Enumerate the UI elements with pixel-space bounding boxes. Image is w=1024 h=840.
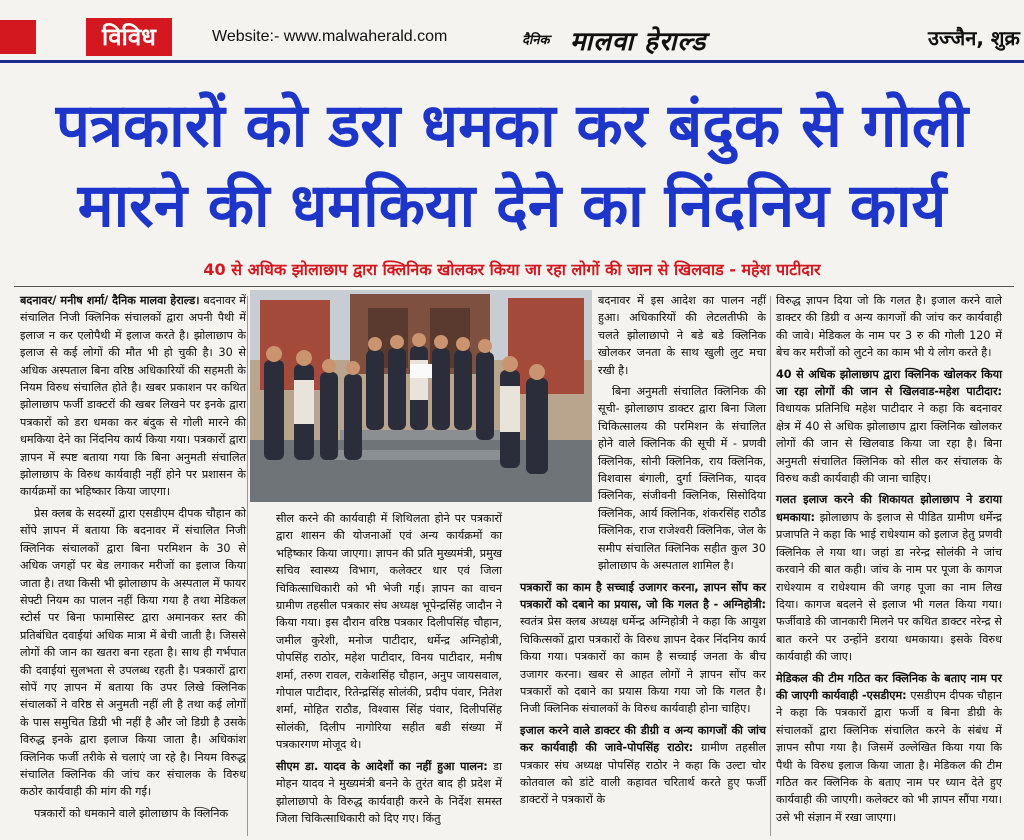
col4-subheading-3: मेडिकल की टीम गठित कर क्लिनिक के बताए नाम पर की जाएगी कार्यवाही -एसडीएम: bbox=[776, 671, 1002, 702]
newspaper-logo: मालवा हेराल्ड bbox=[570, 27, 707, 57]
subheadline: 40 से अधिक झोलाछाप द्वारा क्लिनिक खोलकर किया जा रहा लोगों की जान से खिलवाड - महेश पाटीदार bbox=[203, 260, 821, 279]
byline: बदनावर/ मनीष शर्मा/ दैनिक मालवा हेराल्ड। bbox=[20, 294, 200, 307]
website-link[interactable]: Website:- www.malwaherald.com bbox=[212, 28, 448, 45]
col4-subheading-1: 40 से अधिक झोलाछाप द्वारा क्लिनिक खोलकर किया जा रहा लोगों की जान से खिलवाड-महेश पाटीदार: bbox=[776, 367, 1002, 399]
col3-subheading-2: इजाल करने वाले डाक्टर की डीग्री व अन्य कागजों की जांच कर कार्यवाही की जावे-पोपसिंह राठोर: bbox=[520, 723, 766, 755]
masthead bbox=[0, 0, 1024, 60]
col1-para-1: बदनावर में संचालित निजी क्लिनिक संचालकों द्वारा अपनी पैथी में इलाज न कर एलोपैथी में इलाज करते है। झोलाछाप के इलाज से कई लोगों की मौत भी हो चुकी है। 30 से अधिक अस्पताल बिना वरिष्ठ अधिकारियों की सहमती के नियम विरुध संचालित होते है। खबर प्रकाशन पर कथित झोलाछाप फर्जी डाक्टरों की खबर लिखने पर इनके द्वारा पत्रकारों को डरा धमका कर बंदुक से गोली मारने की धमकिया देने का निंदनिय कार्य किया गया। पत्रकारों द्वारा ज्ञापन में स्पष्ट बताया गया कि बिना अनुमती संचालित झोलाछाप के विरुध कार्यवाही नहीं होने पर प्रशासन के कार्यक्रमों का भहिष्कार किया जाएगा। bbox=[20, 294, 246, 499]
article-column-4 bbox=[776, 292, 1002, 830]
article-column-3 bbox=[520, 292, 766, 813]
section-color-bar bbox=[0, 20, 36, 54]
col3-para-4: ग्रामीण तहसील पत्रकार संघ अध्यक्ष पोपसिंह राठोर ने कहा कि उल्टा चोर कोतवाल को डांटे वाली कहावत चरितार्थ करते हुए फर्जी डाक्टरों ने पत्रकारों के bbox=[520, 741, 766, 807]
col4-para-2: विधायक प्रतिनिधि महेश पाटीदार ने कहा कि बदनावर क्षेत्र में 40 से अधिक झोलाछाप द्वारा क्लिनिक खोलकर लोगों की जान से खिलवाड किया जा रहा है। बिना अनुमती संचालित क्लिनिक को सील कर संचालक के विरुध कडी कार्यवाही की जाना चाहिए। bbox=[776, 402, 1002, 486]
col1-para-3: पत्रकारों को धमकाने वाले झोलाछाप के क्लिनिक bbox=[34, 806, 229, 820]
dateline: उज्जैन, शुक्र bbox=[928, 26, 1020, 50]
headline bbox=[0, 86, 1024, 246]
col4-para-3: झोलाछाप के इलाज से पीडित ग्रामीण धर्मेन्द्र प्रजापति ने कहा कि भाई राधेश्याम को इलाज हेतु प्रणवी क्लिनिक ले गया था। जहां डा नरेन्द्र सोलंकी ने जांच करवाने की बात कही। जांच के नाम पर पूजा के कागज राधेश्याम व राधेश्याम की जगह पूजा का नाम लिख दिया। कागज बदलने से इलाज भी गलत किया गया। फर्जीवाडे की जानकारी मिलने पर कथित डाक्टर नरेन्द्र से बात करने पर उन्होंने डराया धमकाया। इसके विरुध कार्यवाही की जाए। bbox=[776, 510, 1002, 664]
col3-para-1: बदनावर में इस आदेश का पालन नहीं हुआ। अधिकारियों की लेटलतीफी के चलते झोलाछापो ने बडे बडे क्लिनिक खोलकर जनता के साथ खुली लुट मचा रखी है। bbox=[598, 294, 766, 377]
article-column-1 bbox=[20, 292, 246, 826]
col3-para-3: स्वतंत्र प्रेस क्लब अध्यक्ष धर्मेन्द्र अग्निहोत्री ने कहा कि आयुश चिकित्सकों द्वारा पत्रकारों के विरुध ज्ञापन देकर निंदनिय कार्य किया गया। पत्रकारों का काम है सच्चाई जनता के बीच उजागर करना। खबर से आहत लोगों ने ज्ञापन सोंप कर पत्रकारों को दबाने का प्रयास किया गया जो कि गलत है। निजी क्लिनिक संचालकों के विरुध कार्यवाही होना चाहिए। bbox=[520, 615, 766, 716]
col3-para-2: बिना अनुमती संचालित क्लिनिक की सूची- झोलाछाप डाक्टर द्वारा बिना जिला चिकित्सालय की परमिशन के संचालित होने वाले क्लिनिक की सूची में - प्रणवी क्लिनिक, सोनी क्लिनिक, राय क्लिनिक, विशवास बंगाली, दुर्गा क्लिनिक, यादव क्लिनिक, संजीवनी क्लिनिक, सिसोदिया क्लिनिक, आर्य क्लिनिक, शंकरसिंह राठौड क्लिनिक, राज राजेश्वरी क्लिनिक, जेल के समीप संचालित क्लिनिक सहीत कुल 30 झोलाछाप के अस्पताल शामिल है। bbox=[598, 385, 766, 573]
brand-prefix: दैनिक bbox=[522, 33, 550, 48]
article-column-2 bbox=[276, 510, 502, 831]
column-divider bbox=[247, 296, 248, 836]
col2-para-1: सील करने की कार्यवाही में शिथिलता होने पर पत्रकारों द्वारा शासन की योजनाओं एवं अन्य कार्यक्रमों का भहिष्कार किया जाएगा। ज्ञापन की प्रति मुख्यमंत्री, प्रमुख सचिव स्वास्थ्य विभाग, कलेक्टर धार एवं जिला चिकित्साधिकारी को भी भेजी गई। ज्ञापन का वाचन ग्रामीण तहसील पत्रकार संघ अध्यक्ष भूपेन्द्रसिंह जादौन ने किया गया। इस दौरान वरिष्ठ पत्रकार दिलीपसिंह चौहान, जमील कुरेशी, मनोज पाटीदार, धर्मेन्द्र अग्निहोत्री, पोपसिंह राठोर, महेश पाटीदार, विनय पाटीदार, मनीष शर्मा, तरुण रावल, राकेशसिंह चौहान, अनुप जायसवाल, गोपाल पाटीदार, रितेन्द्रसिंह सोलंकी, प्रदीप पंवार, नितेश शर्मा, मोहित राठौड, विश्वास सिंह पंवार, दिलीपसिंह सोलंकी, दिलीप नागोरिया सहीत बडी संख्या में पत्रकारगण मोजूद थे। bbox=[276, 512, 502, 752]
headline-line-1: पत्रकारों को डरा धमका कर बंदुक से गोली bbox=[55, 91, 969, 161]
col2-subheading-1: सीएम डा. यादव के आदेशों का नहीं हुआ पालन: bbox=[276, 759, 488, 773]
header-divider bbox=[0, 60, 1024, 63]
col2-para-2: डा मोहन यादव ने मुख्यमंत्री बनने के तुरंत बाद ही प्रदेश में झोलाछापो के विरुद्ध कार्यवाही करने के निर्देश समस्त जिला चिकित्साधिकारी को दिए गए। किंतु bbox=[276, 759, 502, 825]
col4-subheading-2: गलत इलाज करने की शिकायत झोलाछाप ने डराया धमकाया: bbox=[776, 493, 1002, 524]
col3-subheading-1: पत्रकारों का काम है सच्चाई उजागर करना, ज्ञापन सोंप कर पत्रकारों को दबाने का प्रयास, जो कि गलत है - अग्निहोत्री: bbox=[520, 580, 766, 611]
column-divider bbox=[770, 296, 771, 836]
headline-line-2: मारने की धमकिया देने का निंदनिय कार्य bbox=[77, 171, 947, 241]
section-tag: विविध bbox=[86, 18, 172, 56]
col4-para-4: एसडीएम दीपक चौहान ने कहा कि पत्रकारों द्वारा फर्जी व बिना डीग्री के संचालकों द्वारा क्लिनिक संचालित करने के संबंध में ज्ञापन सौपा गया है। जिसमें उल्लेखित किया गया कि पैथी के विरुध इलाज किया जाता है। मेडिकल की टीम गठित कर क्लिनिक के बताए नाम पर ध्यान देते हुए कार्यवाही की जाएगी। कलेक्टर को भी ज्ञापन सौंपा गया। उसे भी संज्ञान में रखा जाएगा। bbox=[776, 688, 1002, 824]
col1-para-2: प्रेस क्लब के सदस्यों द्वारा एसडीएम दीपक चौहान को सोंपे ज्ञापन में बताया कि बदनावर में संचालित निजी क्लिनिक संचालकों द्वारा बिना परमिशन के 30 से अधिक जगहों पर बेड लगाकर मरीजों का इलाज किया जाता है। तथा किसी भी झोलाछाप के अस्पताल में फायर सेफ्टी नियम का पालन नहीं किया गया है तथा मेडिकल स्टोर्स पर बिना फामासिस्ट द्वारा अमानकर स्तर की प्रतिबंधित दवाईयां अधिक मात्रा में बेची जाती है। जिससे लोगों की जान का खतरा बना रहता है। साथ ही गर्भपात की दवाईयां सुलभता से उपलब्ध रहती है। पत्रकारों द्वारा सोपें गए ज्ञापन में बताया कि उपर लिखे क्लिनिक संचालकों ने वरिष्ठ से अनुमती नहीं ली है तथा कई लोगों के पास समुचित डिग्री भी नहीं है और जो डिग्री है उसके विरुद्ध इनके द्वारा इलाज किया जाता है। अधिकांश क्लिनिक फर्जी तरीके से चलाएं जा रहे है। नियम विरुद्ध संचालित क्लिनिक की जांच कर संचालक के विरुध कठोर कार्यवाही की मांग की गई। bbox=[20, 506, 246, 799]
col4-para-1: विरुद्ध ज्ञापन दिया जो कि गलत है। इजाल करने वाले डाक्टर की डिग्री व अन्य कागजों की जांच कर कार्यवाही की जावे। मेडिकल के नाम पर 3 रु की गोली 120 में बेच कर मरीजों को लुटने का काम भी ये लोग करते है। bbox=[776, 294, 1002, 360]
subheadline-divider bbox=[14, 286, 1014, 287]
